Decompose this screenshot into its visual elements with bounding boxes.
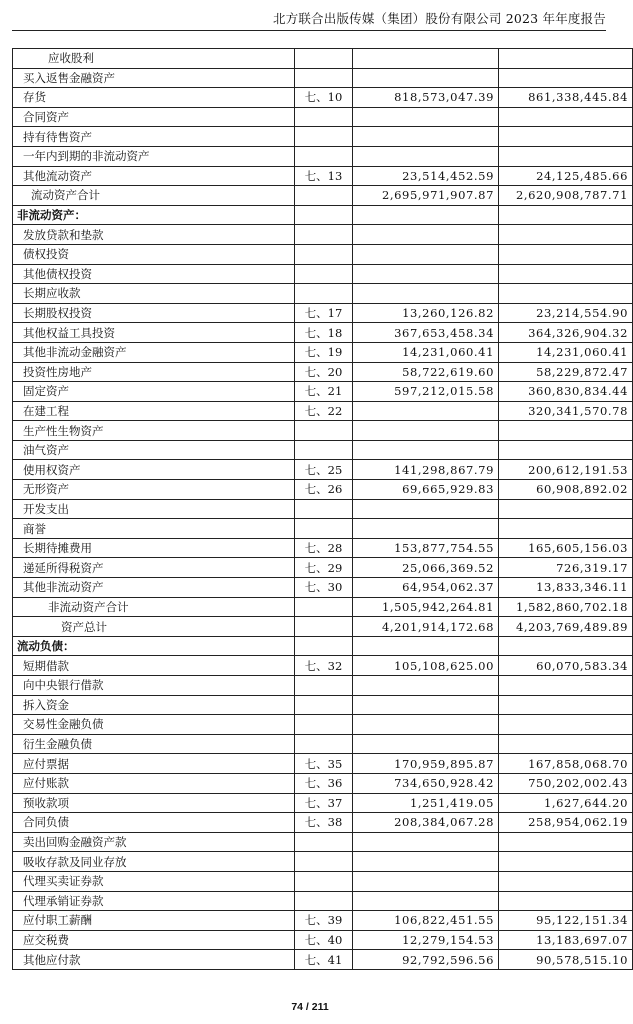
table-row — [13, 793, 633, 813]
row-value-current — [353, 264, 499, 284]
row-value-current: 92,792,596.56 — [353, 950, 499, 970]
row-value-current: 58,722,619.60 — [353, 362, 499, 382]
row-item-label: 其他应付款 — [13, 950, 295, 970]
row-value-prior — [499, 107, 633, 127]
row-value-current — [353, 519, 499, 539]
row-value-current: 23,514,452.59 — [353, 166, 499, 186]
table-row — [13, 832, 633, 852]
row-value-prior — [499, 636, 633, 656]
table-row — [13, 127, 633, 147]
row-item-label: 合同负债 — [13, 813, 295, 833]
row-value-current: 1,251,419.05 — [353, 793, 499, 813]
row-value-current — [353, 440, 499, 460]
table-row — [13, 342, 633, 362]
row-value-prior: 861,338,445.84 — [499, 88, 633, 108]
row-value-current: 12,279,154.53 — [353, 930, 499, 950]
row-note-ref: 七、22 — [295, 401, 353, 421]
row-value-prior — [499, 205, 633, 225]
table-row — [13, 754, 633, 774]
row-value-prior — [499, 519, 633, 539]
table-row — [13, 440, 633, 460]
row-value-prior: 23,214,554.90 — [499, 303, 633, 323]
table-row — [13, 558, 633, 578]
row-item-label: 存货 — [13, 88, 295, 108]
table-row — [13, 499, 633, 519]
page-number: 74 / 211 — [291, 1001, 329, 1013]
table-row — [13, 891, 633, 911]
table-row — [13, 225, 633, 245]
row-item-label: 非流动资产合计 — [13, 597, 295, 617]
row-item-label: 短期借款 — [13, 656, 295, 676]
row-note-ref: 七、32 — [295, 656, 353, 676]
row-value-current — [353, 891, 499, 911]
row-value-current — [353, 636, 499, 656]
row-note-ref: 七、40 — [295, 930, 353, 950]
row-note-ref: 七、25 — [295, 460, 353, 480]
table-row — [13, 617, 633, 637]
row-note-ref — [295, 499, 353, 519]
table-row — [13, 323, 633, 343]
row-item-label: 递延所得税资产 — [13, 558, 295, 578]
row-value-prior: 14,231,060.41 — [499, 342, 633, 362]
row-value-current: 105,108,625.00 — [353, 656, 499, 676]
row-value-prior: 24,125,485.66 — [499, 166, 633, 186]
row-item-label: 交易性金融负债 — [13, 715, 295, 735]
row-value-current: 64,954,062.37 — [353, 578, 499, 598]
row-value-prior — [499, 676, 633, 696]
row-note-ref — [295, 284, 353, 304]
row-item-label: 合同资产 — [13, 107, 295, 127]
row-note-ref — [295, 264, 353, 284]
row-item-label: 使用权资产 — [13, 460, 295, 480]
row-item-label: 投资性房地产 — [13, 362, 295, 382]
row-value-current — [353, 68, 499, 88]
row-item-label: 应收股利 — [13, 49, 295, 69]
row-value-current — [353, 401, 499, 421]
table-row — [13, 950, 633, 970]
row-note-ref — [295, 695, 353, 715]
row-note-ref: 七、17 — [295, 303, 353, 323]
row-value-prior — [499, 695, 633, 715]
row-value-prior: 13,183,697.07 — [499, 930, 633, 950]
table-row — [13, 480, 633, 500]
table-row — [13, 813, 633, 833]
row-value-prior — [499, 225, 633, 245]
row-value-current — [353, 676, 499, 696]
row-item-label: 应付票据 — [13, 754, 295, 774]
row-value-prior: 1,582,860,702.18 — [499, 597, 633, 617]
row-value-prior: 726,319.17 — [499, 558, 633, 578]
row-value-prior: 200,612,191.53 — [499, 460, 633, 480]
row-note-ref: 七、35 — [295, 754, 353, 774]
row-value-prior: 360,830,834.44 — [499, 382, 633, 402]
row-value-current — [353, 146, 499, 166]
row-value-current — [353, 852, 499, 872]
row-value-current — [353, 871, 499, 891]
row-note-ref — [295, 676, 353, 696]
row-item-label: 代理承销证券款 — [13, 891, 295, 911]
row-value-prior: 258,954,062.19 — [499, 813, 633, 833]
row-item-label: 长期待摊费用 — [13, 538, 295, 558]
row-note-ref: 七、28 — [295, 538, 353, 558]
row-note-ref: 七、30 — [295, 578, 353, 598]
row-item-label: 开发支出 — [13, 499, 295, 519]
row-item-label: 衍生金融负债 — [13, 734, 295, 754]
row-value-current — [353, 127, 499, 147]
row-item-label: 应交税费 — [13, 930, 295, 950]
row-value-prior — [499, 146, 633, 166]
table-row — [13, 186, 633, 206]
row-value-current — [353, 225, 499, 245]
row-value-current: 734,650,928.42 — [353, 773, 499, 793]
row-value-current: 25,066,369.52 — [353, 558, 499, 578]
row-item-label: 资产总计 — [13, 617, 295, 637]
table-row — [13, 930, 633, 950]
row-item-label: 买入返售金融资产 — [13, 68, 295, 88]
row-note-ref — [295, 127, 353, 147]
row-item-label: 预收款项 — [13, 793, 295, 813]
row-value-current: 13,260,126.82 — [353, 303, 499, 323]
row-value-current — [353, 734, 499, 754]
row-value-prior — [499, 871, 633, 891]
row-note-ref — [295, 440, 353, 460]
row-value-prior — [499, 832, 633, 852]
table-row — [13, 421, 633, 441]
table-row — [13, 715, 633, 735]
row-value-current — [353, 421, 499, 441]
row-value-current: 1,505,942,264.81 — [353, 597, 499, 617]
row-value-prior — [499, 891, 633, 911]
row-value-current — [353, 244, 499, 264]
table-row — [13, 519, 633, 539]
row-note-ref — [295, 832, 353, 852]
row-note-ref: 七、37 — [295, 793, 353, 813]
row-value-current — [353, 284, 499, 304]
row-value-prior — [499, 264, 633, 284]
row-value-current: 69,665,929.83 — [353, 480, 499, 500]
row-value-current — [353, 832, 499, 852]
row-value-current: 170,959,895.87 — [353, 754, 499, 774]
table-row — [13, 303, 633, 323]
row-value-current: 141,298,867.79 — [353, 460, 499, 480]
row-note-ref — [295, 636, 353, 656]
row-note-ref — [295, 891, 353, 911]
row-note-ref: 七、39 — [295, 911, 353, 931]
table-row — [13, 460, 633, 480]
row-value-prior — [499, 499, 633, 519]
table-row — [13, 578, 633, 598]
row-item-label: 一年内到期的非流动资产 — [13, 146, 295, 166]
table-row — [13, 676, 633, 696]
row-value-prior: 60,070,583.34 — [499, 656, 633, 676]
row-value-prior — [499, 49, 633, 69]
row-note-ref: 七、41 — [295, 950, 353, 970]
row-item-label: 其他权益工具投资 — [13, 323, 295, 343]
table-row — [13, 264, 633, 284]
table-row — [13, 107, 633, 127]
row-item-label: 代理买卖证券款 — [13, 871, 295, 891]
row-item-label: 向中央银行借款 — [13, 676, 295, 696]
row-note-ref — [295, 49, 353, 69]
row-value-current: 106,822,451.55 — [353, 911, 499, 931]
table-row — [13, 852, 633, 872]
table-row — [13, 244, 633, 264]
row-value-prior — [499, 68, 633, 88]
row-item-label: 其他流动资产 — [13, 166, 295, 186]
row-item-label: 应付职工薪酬 — [13, 911, 295, 931]
row-item-label: 流动资产合计 — [13, 186, 295, 206]
row-value-current: 153,877,754.55 — [353, 538, 499, 558]
row-note-ref: 七、20 — [295, 362, 353, 382]
row-note-ref — [295, 186, 353, 206]
row-value-current: 597,212,015.58 — [353, 382, 499, 402]
row-value-prior — [499, 127, 633, 147]
row-value-prior: 320,341,570.78 — [499, 401, 633, 421]
row-item-label: 持有待售资产 — [13, 127, 295, 147]
row-value-prior: 13,833,346.11 — [499, 578, 633, 598]
row-note-ref: 七、19 — [295, 342, 353, 362]
row-value-prior — [499, 734, 633, 754]
row-value-prior — [499, 284, 633, 304]
row-value-current — [353, 205, 499, 225]
row-item-label: 债权投资 — [13, 244, 295, 264]
row-value-current — [353, 499, 499, 519]
row-item-label: 卖出回购金融资产款 — [13, 832, 295, 852]
row-value-prior: 165,605,156.03 — [499, 538, 633, 558]
row-item-label: 固定资产 — [13, 382, 295, 402]
row-value-prior: 90,578,515.10 — [499, 950, 633, 970]
row-value-current — [353, 715, 499, 735]
row-item-label: 其他非流动金融资产 — [13, 342, 295, 362]
row-note-ref: 七、26 — [295, 480, 353, 500]
row-value-prior: 750,202,002.43 — [499, 773, 633, 793]
table-row — [13, 773, 633, 793]
row-item-label: 在建工程 — [13, 401, 295, 421]
row-value-current: 367,653,458.34 — [353, 323, 499, 343]
row-note-ref — [295, 871, 353, 891]
table-row — [13, 88, 633, 108]
row-value-current — [353, 107, 499, 127]
table-row — [13, 382, 633, 402]
row-item-label: 应付账款 — [13, 773, 295, 793]
row-value-prior: 2,620,908,787.71 — [499, 186, 633, 206]
row-note-ref — [295, 205, 353, 225]
row-item-label: 长期股权投资 — [13, 303, 295, 323]
table-row — [13, 871, 633, 891]
row-note-ref: 七、38 — [295, 813, 353, 833]
row-item-label: 长期应收款 — [13, 284, 295, 304]
row-value-current: 4,201,914,172.68 — [353, 617, 499, 637]
table-row — [13, 538, 633, 558]
table-row — [13, 401, 633, 421]
row-item-label: 吸收存款及同业存放 — [13, 852, 295, 872]
table-row — [13, 284, 633, 304]
row-note-ref: 七、18 — [295, 323, 353, 343]
row-note-ref: 七、29 — [295, 558, 353, 578]
row-item-label: 发放贷款和垫款 — [13, 225, 295, 245]
row-value-prior — [499, 852, 633, 872]
row-value-prior — [499, 421, 633, 441]
row-note-ref — [295, 734, 353, 754]
row-note-ref — [295, 68, 353, 88]
table-row — [13, 146, 633, 166]
row-note-ref — [295, 244, 353, 264]
row-note-ref — [295, 715, 353, 735]
row-value-prior: 58,229,872.47 — [499, 362, 633, 382]
table-row — [13, 205, 633, 225]
row-note-ref: 七、36 — [295, 773, 353, 793]
row-value-prior — [499, 244, 633, 264]
row-value-current: 2,695,971,907.87 — [353, 186, 499, 206]
row-note-ref: 七、10 — [295, 88, 353, 108]
table-row — [13, 597, 633, 617]
row-note-ref — [295, 421, 353, 441]
row-value-prior — [499, 440, 633, 460]
table-row — [13, 49, 633, 69]
row-item-label: 非流动资产： — [13, 205, 295, 225]
row-note-ref — [295, 225, 353, 245]
row-note-ref — [295, 146, 353, 166]
row-item-label: 生产性生物资产 — [13, 421, 295, 441]
row-item-label: 拆入资金 — [13, 695, 295, 715]
row-value-current: 818,573,047.39 — [353, 88, 499, 108]
row-value-current: 208,384,067.28 — [353, 813, 499, 833]
table-row — [13, 695, 633, 715]
row-item-label: 商誉 — [13, 519, 295, 539]
row-value-prior: 1,627,644.20 — [499, 793, 633, 813]
table-row — [13, 68, 633, 88]
row-value-prior: 95,122,151.34 — [499, 911, 633, 931]
row-value-current — [353, 49, 499, 69]
balance-sheet-body — [13, 49, 633, 970]
header-rule — [12, 30, 606, 31]
row-value-prior: 364,326,904.32 — [499, 323, 633, 343]
table-row — [13, 166, 633, 186]
row-item-label: 其他债权投资 — [13, 264, 295, 284]
row-item-label: 油气资产 — [13, 440, 295, 460]
row-value-prior: 167,858,068.70 — [499, 754, 633, 774]
row-item-label: 流动负债： — [13, 636, 295, 656]
row-note-ref: 七、21 — [295, 382, 353, 402]
row-note-ref — [295, 617, 353, 637]
report-header: 北方联合出版传媒（集团）股份有限公司 2023 年年度报告 — [272, 11, 606, 26]
balance-sheet-table — [12, 48, 633, 970]
row-item-label: 无形资产 — [13, 480, 295, 500]
table-row — [13, 734, 633, 754]
row-item-label: 其他非流动资产 — [13, 578, 295, 598]
table-row — [13, 656, 633, 676]
row-value-current: 14,231,060.41 — [353, 342, 499, 362]
row-value-prior: 4,203,769,489.89 — [499, 617, 633, 637]
row-value-prior — [499, 715, 633, 735]
row-note-ref — [295, 852, 353, 872]
row-note-ref — [295, 597, 353, 617]
row-note-ref: 七、13 — [295, 166, 353, 186]
table-row — [13, 362, 633, 382]
row-note-ref — [295, 107, 353, 127]
row-value-prior: 60,908,892.02 — [499, 480, 633, 500]
row-value-current — [353, 695, 499, 715]
table-row — [13, 636, 633, 656]
table-row — [13, 911, 633, 931]
row-note-ref — [295, 519, 353, 539]
